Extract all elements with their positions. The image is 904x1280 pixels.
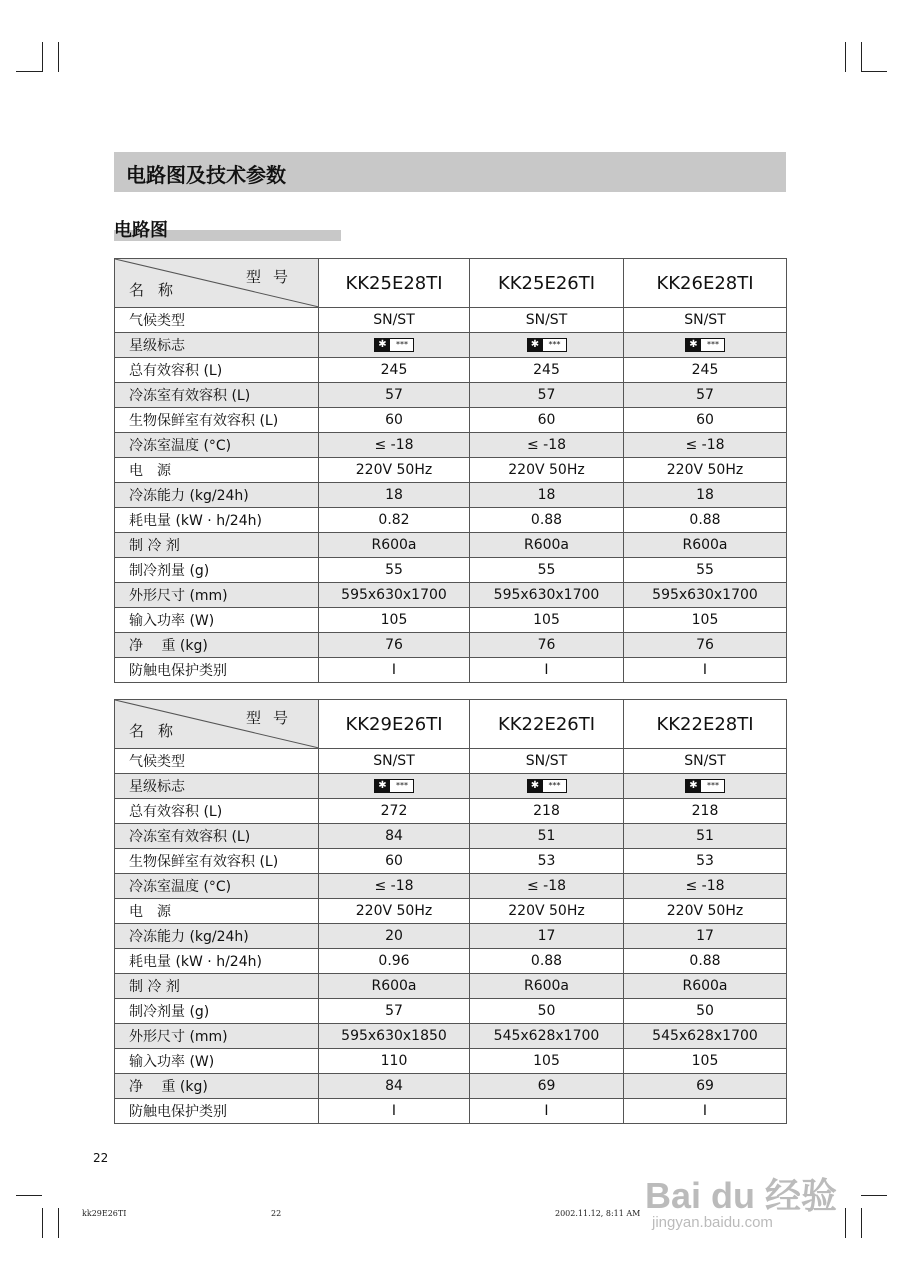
cell-value: 53 [624, 849, 787, 874]
table-row [115, 383, 787, 408]
header-row [115, 700, 787, 749]
cell-value: 595x630x1700 [319, 583, 470, 608]
star-rating-cell [624, 774, 787, 799]
cell-value: 84 [319, 824, 470, 849]
cell-value: 57 [319, 999, 470, 1024]
cell-value: R600a [470, 533, 624, 558]
row-label: 总有效容积 (L) [115, 799, 319, 824]
cell-value: 0.88 [624, 508, 787, 533]
row-label: 生物保鲜室有效容积 (L) [115, 408, 319, 433]
header-type-label: 型号 [245, 268, 300, 286]
cell-value: 18 [624, 483, 787, 508]
cell-value: 60 [470, 408, 624, 433]
cell-value: 17 [624, 924, 787, 949]
cell-value: SN/ST [319, 308, 470, 333]
cell-value: 245 [470, 358, 624, 383]
cell-value: 60 [319, 408, 470, 433]
row-label: 星级标志 [115, 774, 319, 799]
cell-value: 18 [319, 483, 470, 508]
star-block: ✱ [686, 780, 701, 792]
cell-value: R600a [624, 974, 787, 999]
star-rating-cell [624, 333, 787, 358]
model-name: KK22E28TI [624, 700, 787, 749]
table-row [115, 999, 787, 1024]
cell-value: 595x630x1700 [624, 583, 787, 608]
freezer-star-icon [685, 779, 725, 793]
star-dots: *** [548, 781, 561, 790]
table-row [115, 974, 787, 999]
freezer-star-icon [527, 338, 567, 352]
row-label: 外形尺寸 (mm) [115, 1024, 319, 1049]
star-block: ✱ [375, 780, 390, 792]
freezer-star-icon [527, 779, 567, 793]
model-name: KK22E26TI [470, 700, 624, 749]
cell-value: 545x628x1700 [624, 1024, 787, 1049]
crop-mark [16, 71, 42, 72]
row-label: 制冷剂量 (g) [115, 999, 319, 1024]
row-label: 输入功率 (W) [115, 608, 319, 633]
crop-mark [58, 42, 59, 72]
section-title: 电路图 [114, 220, 168, 241]
row-label: 冷冻室温度 (°C) [115, 874, 319, 899]
row-label: 冷冻能力 (kg/24h) [115, 924, 319, 949]
row-label: 制 冷 剂 [115, 533, 319, 558]
cell-value: SN/ST [624, 308, 787, 333]
table-row [115, 533, 787, 558]
cell-value: 595x630x1700 [470, 583, 624, 608]
star-rating-cell [470, 774, 624, 799]
table-row [115, 799, 787, 824]
row-label: 耗电量 (kW · h/24h) [115, 508, 319, 533]
cell-value: 220V 50Hz [624, 899, 787, 924]
cell-value: 105 [319, 608, 470, 633]
row-label: 净 重 (kg) [115, 633, 319, 658]
cell-value: ≤ -18 [319, 874, 470, 899]
header-row [115, 259, 787, 308]
star-block: ✱ [686, 339, 701, 351]
cell-value: 220V 50Hz [470, 899, 624, 924]
cell-value: 220V 50Hz [319, 458, 470, 483]
cell-value: 55 [470, 558, 624, 583]
spec-table-2 [114, 699, 787, 1124]
star-rating-cell [319, 774, 470, 799]
table-row [115, 308, 787, 333]
row-label: 净 重 (kg) [115, 1074, 319, 1099]
table-row [115, 849, 787, 874]
table-row [115, 899, 787, 924]
cell-value: 0.82 [319, 508, 470, 533]
table-row [115, 824, 787, 849]
cell-value: ≤ -18 [470, 433, 624, 458]
cell-value: 57 [624, 383, 787, 408]
footer-page: 22 [271, 1209, 282, 1218]
cell-value: 51 [624, 824, 787, 849]
crop-mark [42, 1208, 43, 1238]
cell-value: 245 [319, 358, 470, 383]
cell-value: 105 [624, 1049, 787, 1074]
cell-value: 55 [319, 558, 470, 583]
row-label: 冷冻能力 (kg/24h) [115, 483, 319, 508]
cell-value: I [319, 1099, 470, 1124]
cell-value: 57 [470, 383, 624, 408]
cell-value: 105 [624, 608, 787, 633]
model-name: KK26E28TI [624, 259, 787, 308]
table-row [115, 483, 787, 508]
cell-value: SN/ST [470, 749, 624, 774]
watermark-logo: Bai du 经验 [645, 1175, 838, 1216]
crop-mark [845, 42, 846, 72]
page-title: 电路图及技术参数 [126, 163, 286, 187]
cell-value: 53 [470, 849, 624, 874]
row-label: 气候类型 [115, 749, 319, 774]
row-label: 电 源 [115, 899, 319, 924]
cell-value: 0.88 [470, 949, 624, 974]
page-title-bar [114, 152, 786, 192]
star-dots: *** [707, 781, 719, 790]
table-row [115, 508, 787, 533]
crop-mark [42, 42, 43, 72]
star-dots: *** [707, 340, 719, 349]
model-name: KK29E26TI [319, 700, 470, 749]
footer-file: kk29E26TI [82, 1209, 127, 1218]
cell-value: 55 [624, 558, 787, 583]
row-label: 防触电保护类别 [115, 658, 319, 683]
cell-value: 245 [624, 358, 787, 383]
cell-value: I [319, 658, 470, 683]
row-label: 制冷剂量 (g) [115, 558, 319, 583]
star-block: ✱ [528, 780, 543, 792]
row-label: 外形尺寸 (mm) [115, 583, 319, 608]
header-corner-cell [115, 259, 319, 308]
cell-value: 69 [470, 1074, 624, 1099]
watermark-url: jingyan.baidu.com [652, 1214, 773, 1231]
cell-value: 17 [470, 924, 624, 949]
cell-value: 105 [470, 608, 624, 633]
cell-value: I [470, 1099, 624, 1124]
row-label: 冷冻室有效容积 (L) [115, 383, 319, 408]
cell-value: 18 [470, 483, 624, 508]
row-label: 防触电保护类别 [115, 1099, 319, 1124]
spec-table-1 [114, 258, 787, 683]
table-row [115, 658, 787, 683]
row-label: 电 源 [115, 458, 319, 483]
cell-value: 110 [319, 1049, 470, 1074]
cell-value: I [624, 658, 787, 683]
table-row [115, 924, 787, 949]
cell-value: 220V 50Hz [470, 458, 624, 483]
table-row [115, 1099, 787, 1124]
cell-value: SN/ST [319, 749, 470, 774]
header-name-label: 名称 [129, 281, 188, 299]
table-row [115, 1074, 787, 1099]
crop-mark [58, 1208, 59, 1238]
table-row [115, 874, 787, 899]
star-dots: *** [396, 340, 408, 349]
row-label: 冷冻室温度 (°C) [115, 433, 319, 458]
table-row [115, 633, 787, 658]
row-label: 制 冷 剂 [115, 974, 319, 999]
cell-value: 105 [470, 1049, 624, 1074]
star-rating-cell [319, 333, 470, 358]
cell-value: R600a [470, 974, 624, 999]
cell-value: I [470, 658, 624, 683]
cell-value: 595x630x1850 [319, 1024, 470, 1049]
crop-mark [861, 1208, 862, 1238]
cell-value: 69 [624, 1074, 787, 1099]
cell-value: 0.96 [319, 949, 470, 974]
star-rating-cell [470, 333, 624, 358]
cell-value: 220V 50Hz [319, 899, 470, 924]
row-label: 星级标志 [115, 333, 319, 358]
cell-value: ≤ -18 [319, 433, 470, 458]
model-name: KK25E28TI [319, 259, 470, 308]
freezer-star-icon [374, 338, 414, 352]
crop-mark [861, 71, 887, 72]
crop-mark [16, 1195, 42, 1196]
cell-value: 76 [470, 633, 624, 658]
header-corner-cell [115, 700, 319, 749]
cell-value: 50 [624, 999, 787, 1024]
cell-value: R600a [624, 533, 787, 558]
table-row [115, 583, 787, 608]
footer-timestamp: 2002.11.12, 8:11 AM [555, 1209, 641, 1218]
cell-value: SN/ST [624, 749, 787, 774]
cell-value: 220V 50Hz [624, 458, 787, 483]
cell-value: I [624, 1099, 787, 1124]
row-label: 冷冻室有效容积 (L) [115, 824, 319, 849]
row-label: 输入功率 (W) [115, 1049, 319, 1074]
table-row [115, 358, 787, 383]
crop-mark [861, 42, 862, 72]
cell-value: 50 [470, 999, 624, 1024]
cell-value: SN/ST [470, 308, 624, 333]
crop-mark [845, 1208, 846, 1238]
cell-value: 51 [470, 824, 624, 849]
cell-value: 76 [624, 633, 787, 658]
table-row [115, 749, 787, 774]
cell-value: R600a [319, 974, 470, 999]
table-row [115, 1024, 787, 1049]
star-block: ✱ [375, 339, 390, 351]
cell-value: ≤ -18 [624, 874, 787, 899]
cell-value: 218 [624, 799, 787, 824]
table-row [115, 949, 787, 974]
table-row [115, 333, 787, 358]
model-name: KK25E26TI [470, 259, 624, 308]
cell-value: 84 [319, 1074, 470, 1099]
row-label: 耗电量 (kW · h/24h) [115, 949, 319, 974]
cell-value: 218 [470, 799, 624, 824]
table-row [115, 458, 787, 483]
table-row [115, 433, 787, 458]
cell-value: R600a [319, 533, 470, 558]
cell-value: 60 [319, 849, 470, 874]
crop-mark [861, 1195, 887, 1196]
header-name-label: 名称 [129, 722, 188, 740]
star-block: ✱ [528, 339, 543, 351]
cell-value: ≤ -18 [470, 874, 624, 899]
star-dots: *** [396, 781, 408, 790]
cell-value: 76 [319, 633, 470, 658]
table-row [115, 1049, 787, 1074]
cell-value: 545x628x1700 [470, 1024, 624, 1049]
cell-value: 0.88 [470, 508, 624, 533]
freezer-star-icon [685, 338, 725, 352]
cell-value: 0.88 [624, 949, 787, 974]
star-dots: *** [548, 340, 561, 349]
cell-value: 57 [319, 383, 470, 408]
row-label: 总有效容积 (L) [115, 358, 319, 383]
cell-value: 20 [319, 924, 470, 949]
cell-value: ≤ -18 [624, 433, 787, 458]
row-label: 生物保鲜室有效容积 (L) [115, 849, 319, 874]
freezer-star-icon [374, 779, 414, 793]
table-row [115, 558, 787, 583]
table-row [115, 408, 787, 433]
header-type-label: 型号 [245, 709, 300, 727]
table-row [115, 608, 787, 633]
cell-value: 60 [624, 408, 787, 433]
row-label: 气候类型 [115, 308, 319, 333]
cell-value: 272 [319, 799, 470, 824]
page-number: 22 [93, 1151, 109, 1165]
table-row [115, 774, 787, 799]
